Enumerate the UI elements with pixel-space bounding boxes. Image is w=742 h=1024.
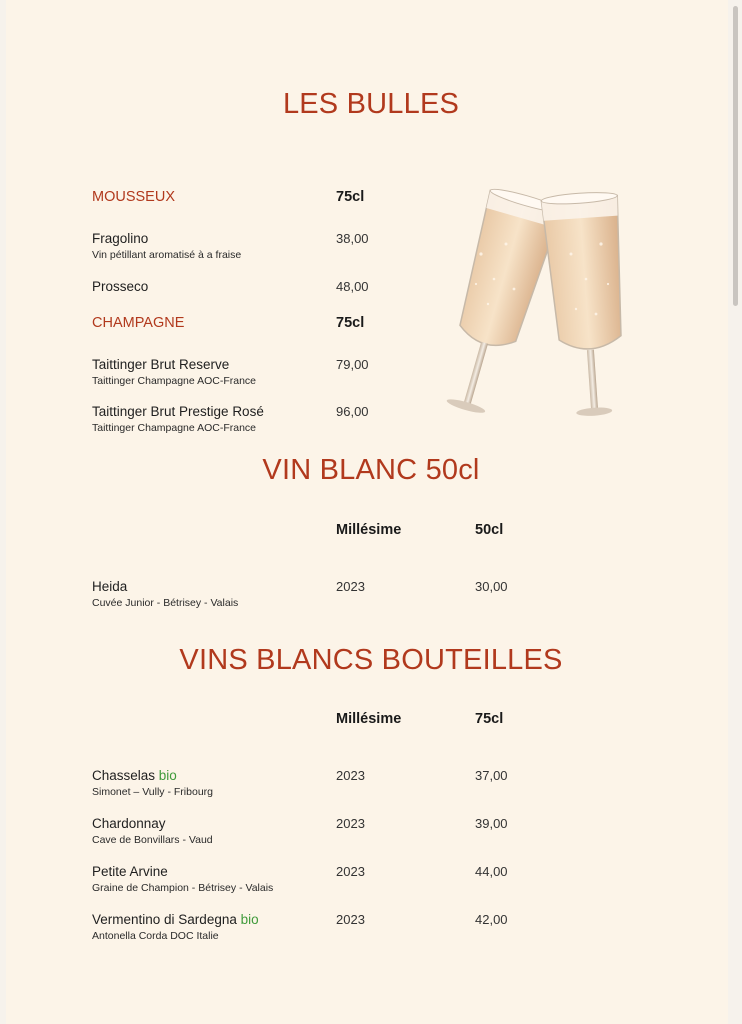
bio-label: bio [158, 768, 177, 783]
champagne-glasses-illustration [436, 184, 636, 429]
section-title-vins-blancs-bouteilles: VINS BLANCS BOUTEILLES [179, 644, 563, 676]
section-title-bulles: LES BULLES [282, 88, 460, 120]
wine-name: Fragolino [92, 231, 149, 246]
wine-price: 30,00 [475, 579, 508, 594]
wine-price: 37,00 [475, 768, 508, 783]
wine-name [92, 912, 259, 927]
column-header-vintage: Millésime [336, 522, 402, 538]
wine-name [92, 768, 177, 783]
wine-price: 42,00 [475, 912, 508, 927]
section-title-vin-blanc-50cl: VIN BLANC 50cl [262, 454, 480, 486]
wine-vintage: 2023 [336, 912, 365, 927]
wine-name: Taittinger Brut Prestige Rosé [92, 404, 264, 419]
wine-name: Prosseco [92, 279, 149, 294]
wine-description: Cave de Bonvillars - Vaud [92, 834, 213, 846]
wine-description: Cuvée Junior - Bétrisey - Valais [92, 597, 239, 609]
wine-description: Graine de Champion - Bétrisey - Valais [92, 882, 274, 894]
column-header-size: 75cl [336, 189, 365, 205]
column-header-size: 75cl [336, 315, 365, 331]
column-header-size: 75cl [475, 711, 504, 727]
category-champagne: CHAMPAGNE [92, 315, 185, 331]
wine-vintage: 2023 [336, 864, 365, 879]
wine-price: 44,00 [475, 864, 508, 879]
wine-vintage: 2023 [336, 816, 365, 831]
column-header-vintage: Millésime [336, 711, 402, 727]
category-mousseux: MOUSSEUX [92, 189, 175, 205]
wine-description: Taittinger Champagne AOC-France [92, 375, 256, 387]
scrollbar[interactable] [733, 6, 738, 306]
wine-name: Chardonnay [92, 816, 166, 831]
wine-price: 48,00 [336, 279, 369, 294]
wine-name: Heida [92, 579, 128, 594]
wine-price: 38,00 [336, 231, 369, 246]
wine-name: Petite Arvine [92, 864, 168, 879]
wine-name: Taittinger Brut Reserve [92, 357, 230, 372]
wine-name-text: Chasselas [92, 768, 156, 783]
wine-price: 96,00 [336, 404, 369, 419]
wine-description: Vin pétillant aromatisé à a fraise [92, 249, 242, 261]
wine-price: 39,00 [475, 816, 508, 831]
wine-description: Simonet – Vully - Fribourg [92, 786, 213, 798]
column-header-size: 50cl [475, 522, 504, 538]
wine-description: Taittinger Champagne AOC-France [92, 422, 256, 434]
wine-price: 79,00 [336, 357, 369, 372]
wine-vintage: 2023 [336, 579, 365, 594]
wine-vintage: 2023 [336, 768, 365, 783]
bio-label: bio [240, 912, 259, 927]
wine-description: Antonella Corda DOC Italie [92, 930, 219, 942]
wine-name-text: Vermentino di Sardegna [92, 912, 237, 927]
